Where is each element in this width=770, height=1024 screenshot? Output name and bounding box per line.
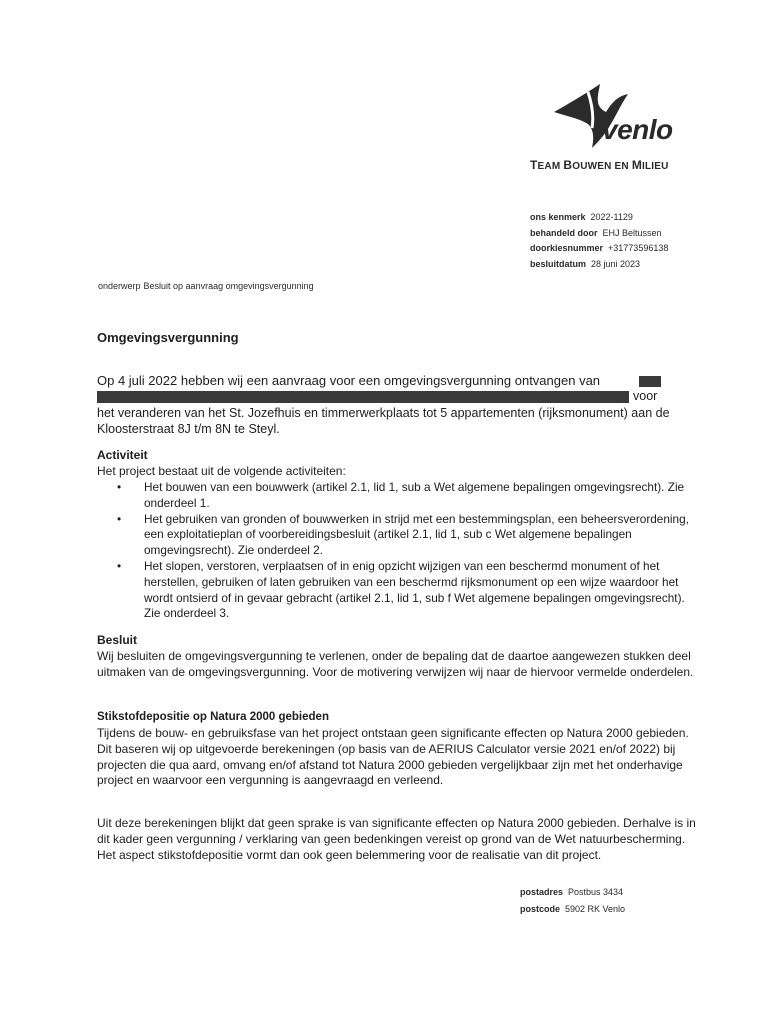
intro-rest: het veranderen van het St. Jozefhuis en timmerwerkplaats tot 5 appartementen (rijksmonument) aan de Kloosterstraat 8J t/m 8N te Steyl. [97, 406, 670, 436]
meta-row-doorkies: doorkiesnummer +31773596138 [530, 243, 669, 253]
address-row-postadres: postadres Postbus 3434 [520, 887, 624, 897]
activity-list [97, 480, 695, 622]
subject-line: onderwerp Besluit op aanvraag omgevingsvergunning [98, 281, 314, 291]
reference-block [530, 210, 668, 272]
venlo-logo-text: venlo [602, 114, 673, 145]
intro-line-1: Op 4 juli 2022 hebben wij een aanvraag voor een omgevingsvergunning ontvangen van [97, 373, 601, 388]
department-name: TEAM BOUWEN EN MILIEU [530, 158, 669, 172]
stikstof-paragraph-1: Tijdens de bouw- en gebruiksfase van het project ontstaan geen significante effecten op Natura 2000 gebieden. Dit baseren wij op uitgevoerde berekeningen (op basis van de AERIUS Calculator versie 2021 en/of 2022) bij projecten die qua aard, omvang en/of afstand tot Natura 2000 gebieden vergelijkbaar zijn met het onderhavige project en waarvoor een vergunning is aangevraagd en verleend. [97, 726, 689, 788]
bullet: • [117, 558, 122, 573]
section-heading-activiteit: Activiteit [97, 448, 148, 462]
list-item: • Het bouwen van een bouwwerk (artikel 2.1, lid 1, sub a Wet algemene bepalingen omgevingsrecht). Zie onderdeel 1. [117, 480, 685, 510]
bullet: • [117, 511, 122, 526]
list-item: • Het slopen, verstoren, verplaatsen of in enig opzicht wijzigen van een beschermd monument of het herstellen, gebruiken of laten gebruiken van een beschermd rijksmonument op een wijze waardoor het wordt ontsierd of in gevaar gebracht (artikel 2.1, lid 1, sub f Wet algemene bepalingen omgevingsrecht). Zie onderdeel 3. [117, 558, 685, 621]
bullet: • [117, 480, 122, 494]
intro-voor: voor [633, 389, 658, 403]
activiteit-intro: Het project bestaat uit de volgende activiteiten: [97, 464, 346, 478]
besluit-text: Wij besluiten de omgevingsvergunning te verlenen, onder de bepaling dat de daartoe aangewezen stukken deel uitmaken van de omgevingsvergunning. Voor de motivering verwijzen wij naar de hiervoor vermelde onderdelen. [97, 649, 694, 679]
redaction-bar [97, 391, 629, 403]
stikstof-paragraph-2: Uit deze berekeningen blijkt dat geen sprake is van significante effecten op Natura 2000 gebieden. Derhalve is in dit kader geen vergunning / verklaring van geen bedenkingen vereist op grond van de Wet natuurbescherming. Het aspect stikstofdepositie vormt dan ook geen belemmering voor de realisatie van dit project. [97, 816, 696, 862]
meta-row-behandeld: behandeld door EHJ Beltussen [530, 227, 662, 238]
meta-row-besluitdatum: besluitdatum 28 juni 2023 [530, 258, 641, 269]
redaction-bar [639, 376, 661, 387]
section-heading-stikstof: Stikstofdepositie op Natura 2000 gebieden [97, 711, 329, 723]
address-row-postcode: postcode 5902 RK Venlo [520, 904, 626, 914]
address-block [520, 884, 625, 918]
document-title: Omgevingsvergunning [97, 330, 239, 345]
meta-row-kenmerk: ons kenmerk 2022-1129 [530, 212, 633, 222]
section-heading-besluit: Besluit [97, 633, 138, 647]
list-item: • Het gebruiken van gronden of bouwwerken in strijd met een bestemmingsplan, een beheersverordening, een exploitatieplan of voorbereidingsbesluit (artikel 2.1, lid 1, sub c Wet algemene bepalingen omgevingsrecht). Zie onderdeel 2. [117, 511, 689, 558]
